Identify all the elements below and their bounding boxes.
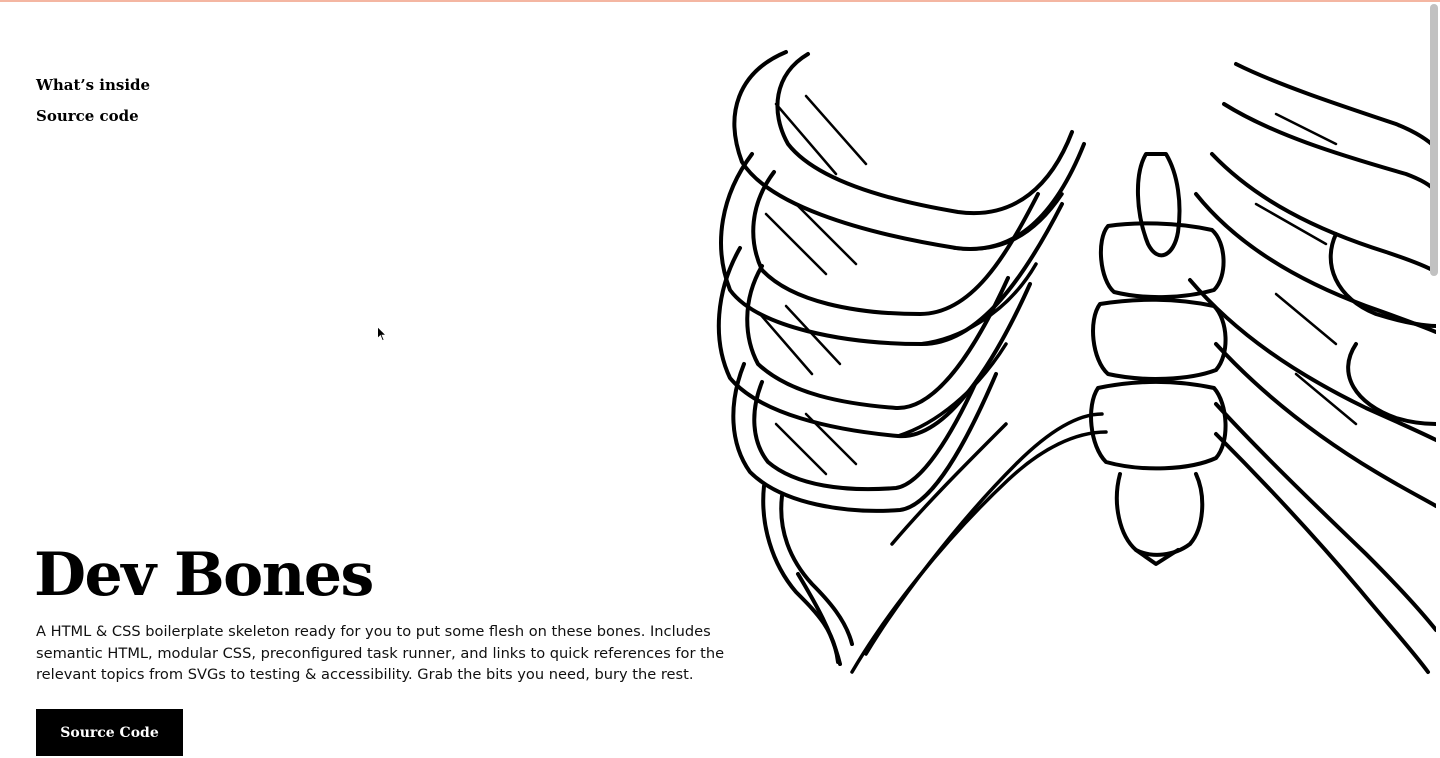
ribcage-illustration-icon [716, 44, 1436, 680]
source-code-button[interactable]: Source Code [36, 709, 183, 756]
nav-link-whats-inside[interactable]: What’s inside [36, 76, 151, 94]
scrollbar-thumb[interactable] [1430, 4, 1438, 276]
mouse-cursor-icon [377, 326, 387, 342]
hero-description: A HTML & CSS boilerplate skeleton ready for you to put some flesh on these bones. Includes semantic HTML, modular CSS, preconfigured task runner, and links to quick references for the relevant topics from SVGs to testing & accessibility. Grab the bits you need, bury the rest. [36, 623, 725, 683]
nav-link-source-code[interactable]: Source code [36, 107, 139, 125]
main-nav [36, 74, 150, 128]
page-scrollbar[interactable] [1430, 2, 1438, 756]
top-accent-border [0, 0, 1440, 2]
page-title: Dev Bones [34, 540, 373, 610]
